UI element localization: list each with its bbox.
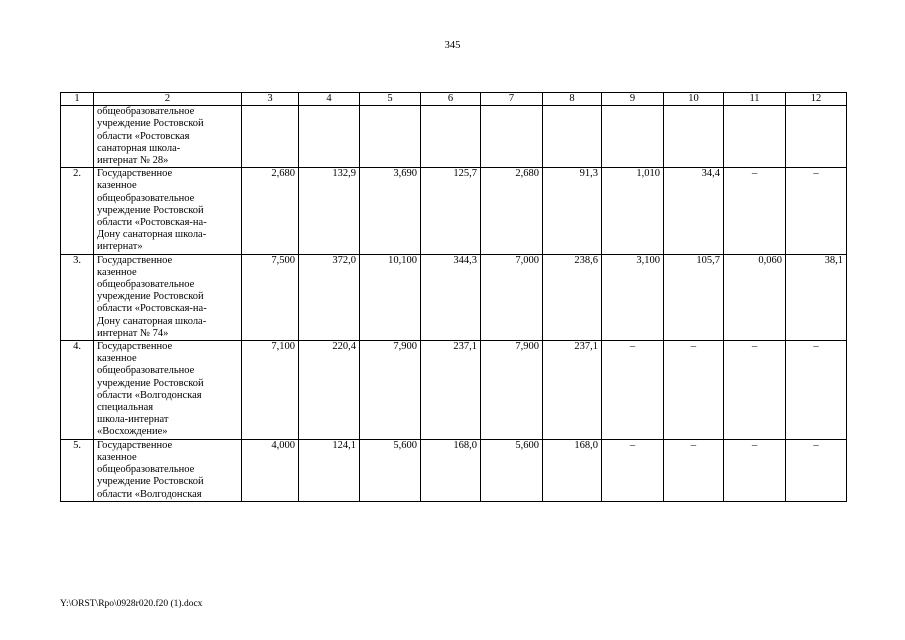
value-cell: –: [786, 168, 847, 254]
column-header: 11: [724, 93, 786, 106]
name-line: казенное: [97, 180, 137, 192]
value-cell: 105,7: [664, 254, 724, 340]
value-cell: –: [724, 168, 786, 254]
name-line: интернат № 28»: [97, 155, 169, 167]
column-header: 5: [360, 93, 421, 106]
value-cell: [421, 106, 481, 168]
value-cell: –: [786, 439, 847, 501]
name-line: учреждение Ростовской: [97, 377, 204, 389]
value-cell: 3,100: [602, 254, 664, 340]
value-cell: 3,690: [360, 168, 421, 254]
value-cell: –: [664, 341, 724, 440]
value-cell: 10,100: [360, 254, 421, 340]
page-number: 345: [444, 40, 461, 51]
value-cell: 5,600: [481, 439, 543, 501]
row-index: 4.: [61, 341, 94, 440]
name-line: общеобразовательное: [97, 365, 195, 377]
value-cell: 7,500: [242, 254, 299, 340]
value-cell: 2,680: [481, 168, 543, 254]
value-cell: –: [664, 439, 724, 501]
table-row: [61, 254, 847, 340]
column-header: 7: [481, 93, 543, 106]
name-line: Государственное: [97, 439, 173, 451]
value-cell: 7,100: [242, 341, 299, 440]
value-cell: 1,010: [602, 168, 664, 254]
value-cell: 220,4: [299, 341, 360, 440]
value-cell: 34,4: [664, 168, 724, 254]
name-line: области «Ростовская: [97, 130, 190, 142]
value-cell: 125,7: [421, 168, 481, 254]
value-cell: 7,900: [481, 341, 543, 440]
value-cell: 237,1: [543, 341, 602, 440]
value-cell: [602, 106, 664, 168]
name-line: школа-интернат: [97, 414, 169, 426]
value-cell: 344,3: [421, 254, 481, 340]
name-line: «Восхождение»: [97, 426, 168, 438]
value-cell: [543, 106, 602, 168]
institution-name: [94, 106, 242, 168]
value-cell: 91,3: [543, 168, 602, 254]
value-cell: [664, 106, 724, 168]
column-header: 12: [786, 93, 847, 106]
value-cell: 5,600: [360, 439, 421, 501]
column-header: 4: [299, 93, 360, 106]
value-cell: 2,680: [242, 168, 299, 254]
value-cell: 7,900: [360, 341, 421, 440]
table-row: [61, 106, 847, 168]
name-line: общеобразовательное: [97, 192, 195, 204]
value-cell: –: [724, 341, 786, 440]
value-cell: [724, 106, 786, 168]
name-line: учреждение Ростовской: [97, 204, 204, 216]
name-line: общеобразовательное: [97, 464, 195, 476]
value-cell: [786, 106, 847, 168]
value-cell: 238,6: [543, 254, 602, 340]
column-header: 1: [61, 93, 94, 106]
table-row: [61, 168, 847, 254]
name-line: санаторная школа-: [97, 142, 181, 154]
name-line: интернат»: [97, 241, 143, 253]
name-line: области «Ростовская-на-: [97, 217, 207, 229]
name-line: общеобразовательное: [97, 106, 195, 118]
name-line: области «Ростовская-на-: [97, 303, 207, 315]
data-table: [60, 92, 847, 502]
name-line: учреждение Ростовской: [97, 291, 204, 303]
column-header: 3: [242, 93, 299, 106]
row-index: 3.: [61, 254, 94, 340]
column-header: 2: [94, 93, 242, 106]
value-cell: –: [724, 439, 786, 501]
table-row: [61, 341, 847, 440]
value-cell: 237,1: [421, 341, 481, 440]
name-line: Дону санаторная школа-: [97, 315, 207, 327]
file-path-footer: Y:\ORST\Rpo\0928r020.f20 (1).docx: [60, 599, 203, 609]
column-header: 6: [421, 93, 481, 106]
name-line: Государственное: [97, 168, 173, 180]
column-header: 8: [543, 93, 602, 106]
value-cell: 168,0: [421, 439, 481, 501]
name-line: казенное: [97, 353, 137, 365]
name-line: Государственное: [97, 254, 173, 266]
value-cell: [299, 106, 360, 168]
value-cell: [360, 106, 421, 168]
table-header-row: [61, 93, 847, 106]
institution-name: [94, 254, 242, 340]
name-line: Государственное: [97, 341, 173, 353]
name-line: казенное: [97, 266, 137, 278]
table-row: [61, 439, 847, 501]
value-cell: 168,0: [543, 439, 602, 501]
value-cell: –: [602, 341, 664, 440]
name-line: казенное: [97, 451, 137, 463]
value-cell: –: [786, 341, 847, 440]
name-line: учреждение Ростовской: [97, 476, 204, 488]
value-cell: 7,000: [481, 254, 543, 340]
institution-name: [94, 168, 242, 254]
name-line: интернат № 74»: [97, 327, 169, 339]
column-header: 9: [602, 93, 664, 106]
value-cell: 38,1: [786, 254, 847, 340]
value-cell: 4,000: [242, 439, 299, 501]
name-line: специальная: [97, 402, 154, 414]
name-line: общеобразовательное: [97, 279, 195, 291]
row-index: 5.: [61, 439, 94, 501]
institution-name: [94, 439, 242, 501]
name-line: области «Волгодонская: [97, 488, 202, 500]
column-header: 10: [664, 93, 724, 106]
name-line: области «Волгодонская: [97, 389, 202, 401]
value-cell: 124,1: [299, 439, 360, 501]
value-cell: 372,0: [299, 254, 360, 340]
value-cell: –: [602, 439, 664, 501]
name-line: учреждение Ростовской: [97, 118, 204, 130]
value-cell: [242, 106, 299, 168]
value-cell: 0,060: [724, 254, 786, 340]
row-index: 2.: [61, 168, 94, 254]
name-line: Дону санаторная школа-: [97, 229, 207, 241]
value-cell: [481, 106, 543, 168]
institution-name: [94, 341, 242, 440]
value-cell: 132,9: [299, 168, 360, 254]
row-index: [61, 106, 94, 168]
